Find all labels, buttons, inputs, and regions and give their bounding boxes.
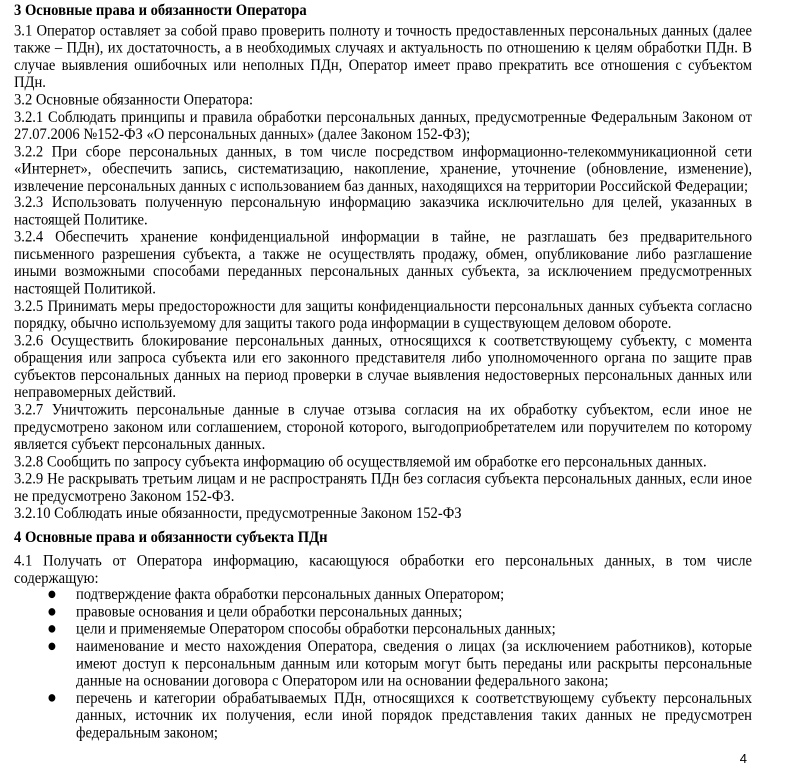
paragraph-3-2-3: 3.2.3 Использовать полученную персональную информацию заказчика исключительно для целей, указанных в настоящей Политике. [14,194,752,230]
list-item: ● цели и применяемые Оператором способы обработки персональных данных; [76,622,752,639]
paragraph-3-2-10: 3.2.10 Соблюдать иные обязанности, предусмотренные Законом 152-ФЗ [14,504,462,523]
paragraph-3-2-6: 3.2.6 Осуществить блокирование персональных данных, относящихся к соответствующему субъекту, с момента обращения или запроса субъекта или его законного представителя либо уполномоченного органа по защите прав субъектов персональных данных на период проверки в случае выявления недостоверных персональных данных или неправомерных действий. [14,332,752,402]
rights-bullet-list [14,588,752,743]
list-item: ● подтверждение факта обработки персональных данных Оператором; [76,588,752,605]
section-4-heading: 4 Основные права и обязанности субъекта ПДн [14,528,328,546]
section-3-heading: 3 Основные права и обязанности Оператора [14,1,307,20]
list-item: ● наименование и место нахождения Оператора, сведения о лицах (за исключением работников), которые имеют доступ к персональным данным или которым могут быть переданы или раскрыты персональные данные на основании договора с Оператором или на основании федерального закона; [76,639,752,691]
list-item: ● правовые основания и цели обработки персональных данных; [76,605,752,622]
paragraph-3-2: 3.2 Основные обязанности Оператора: [14,91,254,109]
page-number: 4 [739,751,747,766]
paragraph-3-2-7: 3.2.7 Уничтожить персональные данные в случае отзыва согласия на их обработку субъектом, если иное не предусмотрено законом или соглашением, стороной которого, выгодоприобретателем или поручителем по которому является субъект персональных данных. [14,401,752,454]
paragraph-3-2-9: 3.2.9 Не раскрывать третьим лицам и не распространять ПДн без согласия субъекта персональных данных, если иное не предусмотрено Законом 152-ФЗ. [14,470,752,505]
paragraph-3-2-2: 3.2.2 При сборе персональных данных, в том числе посредством информационно-телекоммуникационной сети «Интернет», обеспечить запись, систематизацию, накопление, хранение, уточнение (обновление, изменение), извлечение персональных данных с использованием баз данных, находящихся на территории Российской Федерации; [14,142,752,195]
document-body [14,3,752,743]
paragraph-3-1: 3.1 Оператор оставляет за собой право проверить полноту и точность предоставленных персональных данных (далее также – ПДн), их достаточность, а в необходимых случаях и актуальность по отношению к целям обработки ПДн. В случае выявления ошибочных или неполных ПДн, Оператор имеет право прекратить все отношения с субъектом ПДн. [14,22,752,92]
paragraph-3-2-8: 3.2.8 Сообщить по запросу субъекта информацию об осуществляемой им обработке его персональных данных. [14,453,707,471]
paragraph-3-2-1: 3.2.1 Соблюдать принципы и правила обработки персональных данных, предусмотренные Федеральным Законом от 27.07.2006 №152-ФЗ «О персональных данных» (далее Законом 152-ФЗ); [14,108,752,144]
paragraph-4-1: 4.1 Получать от Оператора информацию, касающуюся обработки его персональных данных, в том числе содержащую: [14,552,752,587]
list-item: ● перечень и категории обрабатываемых ПДн, относящихся к соответствующему субъекту персональных данных, источник их получения, если иной порядок представления таких данных не предусмотрен федеральным законом; [76,691,752,743]
paragraph-3-2-5: 3.2.5 Принимать меры предосторожности для защиты конфиденциальности персональных данных субъекта согласно порядку, обычно используемому для защиты такого рода информации в существующем деловом обороте. [14,298,752,333]
paragraph-3-2-4: 3.2.4 Обеспечить хранение конфиденциальной информации в тайне, не разглашать без предварительного письменного разрешения субъекта, а также не осуществлять продажу, обмен, опубликование либо разглашение иными возможными способами переданных персональных данных субъекта, за исключением предусмотренных настоящей Политикой. [14,229,752,299]
